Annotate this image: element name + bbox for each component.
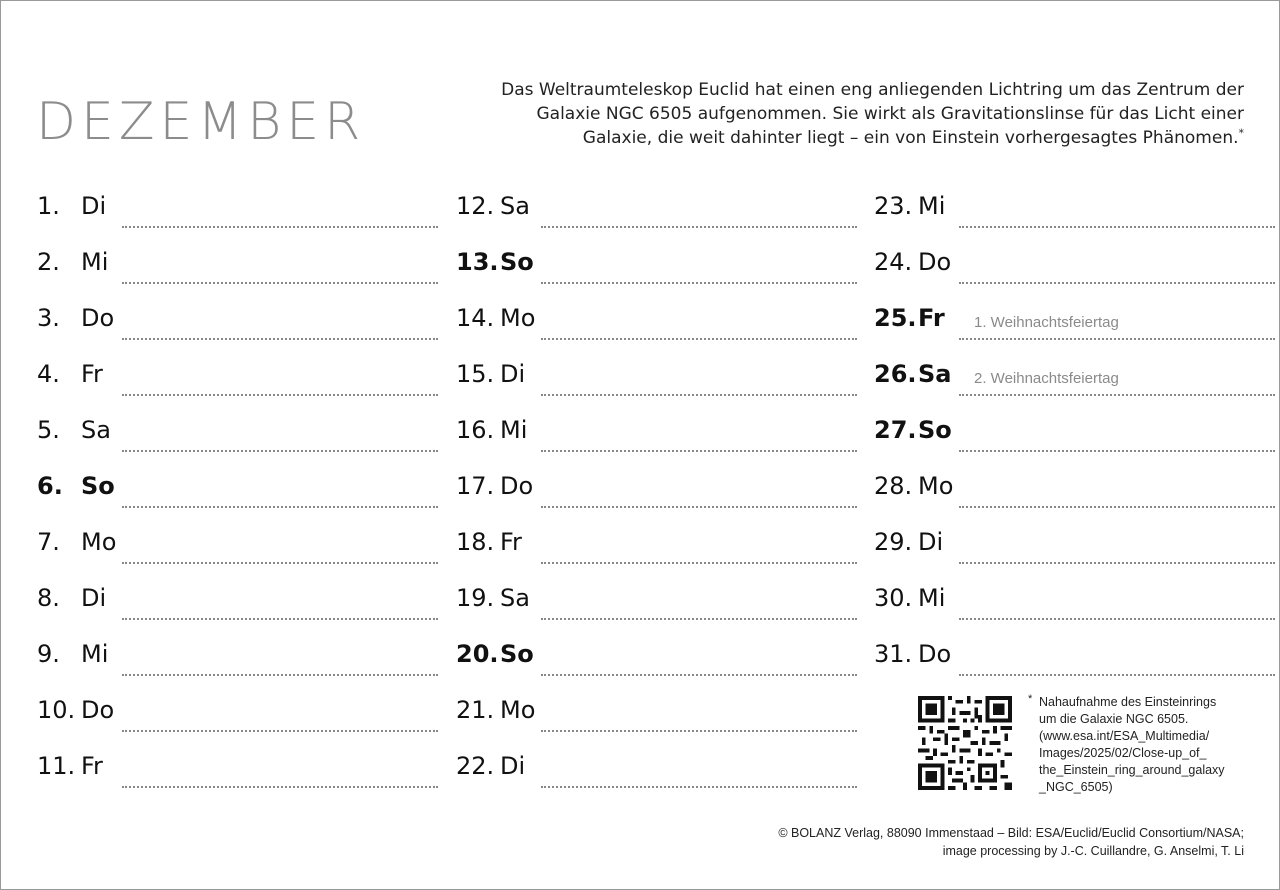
note-line[interactable]: [541, 730, 857, 732]
weekday-label: Fr: [918, 304, 945, 332]
note-line[interactable]: [122, 786, 438, 788]
weekday-label: Sa: [81, 416, 111, 444]
day-entry: [456, 412, 858, 468]
weekday-label: Do: [81, 304, 115, 332]
note-line[interactable]: [541, 618, 857, 620]
day-number: 15.: [456, 360, 495, 388]
day-entry: [456, 244, 858, 300]
image-credit: [778, 824, 1244, 860]
note-line[interactable]: [541, 450, 857, 452]
day-entry: [456, 356, 858, 412]
note-line[interactable]: [959, 618, 1275, 620]
note-line[interactable]: [122, 562, 438, 564]
weekday-label: So: [918, 416, 952, 444]
note-line[interactable]: [541, 338, 857, 340]
day-number: 2.: [37, 248, 60, 276]
holiday-note: 1. Weihnachtsfeiertag: [974, 314, 1119, 331]
weekday-label: Di: [500, 752, 526, 780]
day-entry: [456, 580, 858, 636]
note-line[interactable]: [541, 282, 857, 284]
day-entry: [456, 188, 858, 244]
qr-code-icon[interactable]: [918, 696, 1012, 790]
day-number: 30.: [874, 584, 913, 612]
note-line[interactable]: [959, 226, 1275, 228]
note-line[interactable]: [541, 786, 857, 788]
weekday-label: Di: [500, 360, 526, 388]
day-number: 22.: [456, 752, 495, 780]
day-number: 10.: [37, 696, 76, 724]
day-number: 19.: [456, 584, 495, 612]
note-line[interactable]: [122, 618, 438, 620]
weekday-label: Do: [918, 640, 952, 668]
intro-body: Das Weltraumteleskop Euclid hat einen eng anliegenden Lichtring um das Zentrum der Galaxie NGC 6505 aufgenommen. Sie wirkt als Gravitationslinse für das Licht einer Galaxie, die weit dahinter liegt – ein von Einstein vorhergesagtes Phänomen.: [501, 80, 1244, 148]
day-number: 12.: [456, 192, 495, 220]
footnote-text: Nahaufnahme des Einsteinrings um die Galaxie NGC 6505. (www.esa.int/ESA_Multimedia/ Images/2025/02/Close-up_of_ the_Einstein_ring_around_galaxy _NGC_6505): [1039, 695, 1225, 794]
day-entry: [456, 636, 858, 692]
day-entry: [456, 748, 858, 804]
day-number: 11.: [37, 752, 76, 780]
note-line[interactable]: [122, 338, 438, 340]
weekday-label: Fr: [81, 752, 103, 780]
day-number: 21.: [456, 696, 495, 724]
footnote-asterisk: *: [1028, 693, 1033, 705]
day-number: 8.: [37, 584, 60, 612]
weekday-label: Mi: [918, 192, 946, 220]
day-number: 4.: [37, 360, 60, 388]
day-entry: [874, 244, 1276, 300]
day-number: 27.: [874, 416, 917, 444]
day-entry: [874, 580, 1276, 636]
note-line[interactable]: [959, 338, 1275, 340]
note-line[interactable]: [959, 450, 1275, 452]
day-number: 1.: [37, 192, 60, 220]
day-number: 31.: [874, 640, 913, 668]
day-number: 6.: [37, 472, 63, 500]
day-number: 14.: [456, 304, 495, 332]
weekday-label: Mi: [81, 640, 109, 668]
weekday-label: Di: [81, 192, 107, 220]
day-number: 7.: [37, 528, 60, 556]
day-entry: [37, 748, 439, 804]
note-line[interactable]: [122, 226, 438, 228]
note-line[interactable]: [959, 562, 1275, 564]
weekday-label: Mi: [500, 416, 528, 444]
day-entry: [456, 524, 858, 580]
note-line[interactable]: [122, 282, 438, 284]
weekday-label: Di: [918, 528, 944, 556]
day-entry: [874, 356, 1276, 412]
day-entry: [37, 412, 439, 468]
day-entry: [37, 580, 439, 636]
weekday-label: Fr: [500, 528, 522, 556]
note-line[interactable]: [541, 226, 857, 228]
day-number: 28.: [874, 472, 913, 500]
day-number: 20.: [456, 640, 499, 668]
weekday-label: Mo: [918, 472, 954, 500]
day-entry: [37, 692, 439, 748]
weekday-label: Sa: [918, 360, 952, 388]
day-entry: [874, 412, 1276, 468]
image-footnote: [1028, 694, 1258, 796]
weekday-label: So: [81, 472, 115, 500]
day-number: 18.: [456, 528, 495, 556]
note-line[interactable]: [959, 394, 1275, 396]
month-title: DEZEMBER: [36, 92, 366, 152]
day-number: 26.: [874, 360, 917, 388]
day-entry: [37, 356, 439, 412]
weekday-label: Fr: [81, 360, 103, 388]
note-line[interactable]: [541, 674, 857, 676]
day-number: 24.: [874, 248, 913, 276]
day-number: 25.: [874, 304, 917, 332]
day-entry: [456, 468, 858, 524]
day-entry: [37, 244, 439, 300]
note-line[interactable]: [541, 562, 857, 564]
day-entry: [456, 692, 858, 748]
weekday-label: Mo: [81, 528, 117, 556]
day-entry: [37, 636, 439, 692]
note-line[interactable]: [959, 506, 1275, 508]
weekday-label: Do: [500, 472, 534, 500]
day-entry: [37, 524, 439, 580]
day-number: 23.: [874, 192, 913, 220]
weekday-label: Mo: [500, 696, 536, 724]
day-entry: [37, 468, 439, 524]
weekday-label: Do: [918, 248, 952, 276]
note-line[interactable]: [541, 394, 857, 396]
day-number: 13.: [456, 248, 499, 276]
day-number: 9.: [37, 640, 60, 668]
day-number: 17.: [456, 472, 495, 500]
day-number: 16.: [456, 416, 495, 444]
day-entry: [37, 300, 439, 356]
note-line[interactable]: [122, 730, 438, 732]
note-line[interactable]: [122, 506, 438, 508]
holiday-note: 2. Weihnachtsfeiertag: [974, 370, 1119, 387]
note-line[interactable]: [122, 394, 438, 396]
day-entry: [456, 300, 858, 356]
note-line[interactable]: [959, 674, 1275, 676]
day-entry: [874, 468, 1276, 524]
day-entry: [874, 524, 1276, 580]
weekday-label: Mo: [500, 304, 536, 332]
note-line[interactable]: [122, 674, 438, 676]
day-number: 29.: [874, 528, 913, 556]
weekday-label: Sa: [500, 584, 530, 612]
weekday-label: Di: [81, 584, 107, 612]
credit-line-1: © BOLANZ Verlag, 88090 Immenstaad – Bild: ESA/Euclid/Euclid Consortium/NASA;: [778, 826, 1244, 840]
note-line[interactable]: [959, 282, 1275, 284]
day-entry: [874, 636, 1276, 692]
intro-text: [484, 78, 1244, 150]
weekday-label: So: [500, 248, 534, 276]
day-entry: [874, 188, 1276, 244]
day-number: 5.: [37, 416, 60, 444]
intro-asterisk: *: [1238, 126, 1244, 140]
note-line[interactable]: [122, 450, 438, 452]
day-entry: [874, 300, 1276, 356]
weekday-label: Do: [81, 696, 115, 724]
weekday-label: Mi: [918, 584, 946, 612]
day-number: 3.: [37, 304, 60, 332]
weekday-label: So: [500, 640, 534, 668]
weekday-label: Mi: [81, 248, 109, 276]
day-entry: [37, 188, 439, 244]
credit-line-2: image processing by J.-C. Cuillandre, G. Anselmi, T. Li: [942, 844, 1244, 858]
weekday-label: Sa: [500, 192, 530, 220]
note-line[interactable]: [541, 506, 857, 508]
